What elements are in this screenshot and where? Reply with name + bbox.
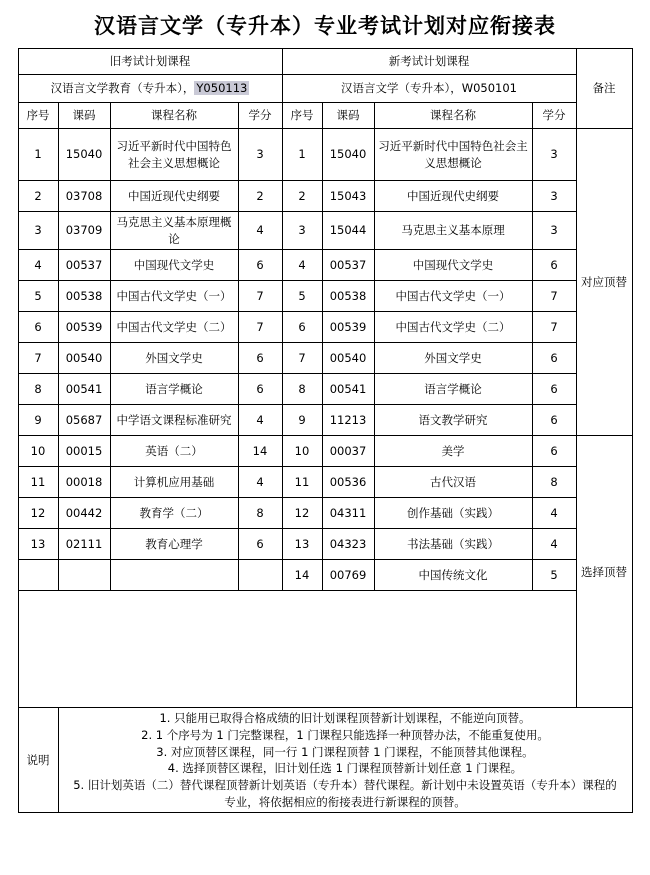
col-header-old-seq: 序号 — [18, 103, 58, 129]
note-line: 2. 1 个序号为 1 门完整课程，1 门课程只能选择一种顶替办法，不能重复使用。 — [141, 728, 549, 743]
new-code: 00538 — [322, 281, 374, 312]
old-name: 英语（二） — [110, 436, 238, 467]
old-seq: 9 — [18, 405, 58, 436]
old-name: 习近平新时代中国特色社会主义思想概论 — [110, 129, 238, 181]
table-row — [18, 181, 632, 212]
old-name: 中国古代文学史（二） — [110, 312, 238, 343]
old-code: 00018 — [58, 467, 110, 498]
table-row — [18, 374, 632, 405]
new-seq: 1 — [282, 129, 322, 181]
new-code: 00540 — [322, 343, 374, 374]
new-credit: 4 — [532, 498, 576, 529]
old-name — [110, 560, 238, 591]
new-credit: 6 — [532, 250, 576, 281]
col-header-old-credit: 学分 — [238, 103, 282, 129]
new-code: 00536 — [322, 467, 374, 498]
new-credit: 6 — [532, 436, 576, 467]
new-credit: 3 — [532, 212, 576, 250]
table-row — [18, 405, 632, 436]
old-seq: 2 — [18, 181, 58, 212]
empty-area — [18, 591, 576, 708]
note-line: 1. 只能用已取得合格成绩的旧计划课程顶替新计划课程，不能逆向顶替。 — [159, 711, 531, 726]
new-plan-group-header: 新考试计划课程 — [282, 49, 576, 75]
new-code: 15040 — [322, 129, 374, 181]
old-plan-group-header: 旧考试计划课程 — [18, 49, 282, 75]
old-credit: 2 — [238, 181, 282, 212]
new-code: 04323 — [322, 529, 374, 560]
new-name: 古代汉语 — [374, 467, 532, 498]
new-code: 15044 — [322, 212, 374, 250]
table-row — [18, 436, 632, 467]
old-plan-name — [18, 75, 282, 103]
new-name: 习近平新时代中国特色社会主义思想概论 — [374, 129, 532, 181]
new-credit: 7 — [532, 281, 576, 312]
note-line: 4. 选择顶替区课程，旧计划任选 1 门课程顶替新计划任意 1 门课程。 — [167, 761, 523, 776]
old-seq: 4 — [18, 250, 58, 281]
new-code: 11213 — [322, 405, 374, 436]
old-seq: 3 — [18, 212, 58, 250]
new-seq: 10 — [282, 436, 322, 467]
new-seq: 9 — [282, 405, 322, 436]
new-seq: 6 — [282, 312, 322, 343]
old-name: 教育学（二） — [110, 498, 238, 529]
old-name: 计算机应用基础 — [110, 467, 238, 498]
new-name: 创作基础（实践） — [374, 498, 532, 529]
col-header-new-seq: 序号 — [282, 103, 322, 129]
old-name: 外国文学史 — [110, 343, 238, 374]
new-credit: 6 — [532, 343, 576, 374]
new-seq: 14 — [282, 560, 322, 591]
new-plan-name: 汉语言文学（专升本），W050101 — [282, 75, 576, 103]
col-header-new-credit: 学分 — [532, 103, 576, 129]
new-name: 中国古代文学史（二） — [374, 312, 532, 343]
old-credit: 3 — [238, 129, 282, 181]
col-header-new-name: 课程名称 — [374, 103, 532, 129]
old-code: 00541 — [58, 374, 110, 405]
old-code: 00442 — [58, 498, 110, 529]
new-seq: 2 — [282, 181, 322, 212]
new-seq: 12 — [282, 498, 322, 529]
old-plan-name-text: 汉语言文学教育（专升本）， — [50, 81, 195, 96]
new-credit: 4 — [532, 529, 576, 560]
new-credit: 6 — [532, 405, 576, 436]
col-header-old-code: 课码 — [58, 103, 110, 129]
new-seq: 7 — [282, 343, 322, 374]
table-row — [18, 312, 632, 343]
old-code: 00539 — [58, 312, 110, 343]
notes-label: 说明 — [18, 708, 58, 813]
new-name: 语文教学研究 — [374, 405, 532, 436]
new-code: 04311 — [322, 498, 374, 529]
page-title: 汉语言文学（专升本）专业考试计划对应衔接表 — [94, 13, 556, 38]
note-line: 5. 旧计划英语（二）替代课程顶替新计划英语（专升本）替代课程。新计划中未设置英语（专升本）课程的 — [73, 778, 617, 793]
old-seq — [18, 560, 58, 591]
new-credit: 3 — [532, 129, 576, 181]
old-credit: 4 — [238, 212, 282, 250]
new-seq: 5 — [282, 281, 322, 312]
old-code — [58, 560, 110, 591]
note-line: 专业，将依据相应的衔接表进行新课程的顶替。 — [224, 794, 466, 809]
new-code: 15043 — [322, 181, 374, 212]
old-name: 中国古代文学史（一） — [110, 281, 238, 312]
table-header-groups — [18, 49, 632, 75]
old-seq: 1 — [18, 129, 58, 181]
new-code: 00539 — [322, 312, 374, 343]
old-name: 教育心理学 — [110, 529, 238, 560]
old-seq: 7 — [18, 343, 58, 374]
new-code: 00537 — [322, 250, 374, 281]
table-header-plans — [18, 75, 632, 103]
new-code: 00037 — [322, 436, 374, 467]
table-row — [18, 250, 632, 281]
new-name: 语言学概论 — [374, 374, 532, 405]
col-header-old-name: 课程名称 — [110, 103, 238, 129]
remark-corresponding: 对应顶替 — [576, 129, 632, 436]
old-credit: 6 — [238, 529, 282, 560]
old-seq: 8 — [18, 374, 58, 405]
old-credit: 6 — [238, 374, 282, 405]
table-row — [18, 560, 632, 591]
old-seq: 11 — [18, 467, 58, 498]
old-seq: 12 — [18, 498, 58, 529]
old-code: 15040 — [58, 129, 110, 181]
old-seq: 13 — [18, 529, 58, 560]
table-row — [18, 343, 632, 374]
new-name: 美学 — [374, 436, 532, 467]
articulation-table — [18, 48, 633, 813]
table-row — [18, 529, 632, 560]
old-credit: 8 — [238, 498, 282, 529]
remark-optional: 选择顶替 — [576, 436, 632, 708]
table-row — [18, 498, 632, 529]
old-code: 00538 — [58, 281, 110, 312]
new-credit: 3 — [532, 181, 576, 212]
new-credit: 7 — [532, 312, 576, 343]
old-code: 03709 — [58, 212, 110, 250]
new-name: 中国现代文学史 — [374, 250, 532, 281]
table-row — [18, 212, 632, 250]
remark-column-header: 备注 — [576, 49, 632, 129]
old-credit: 4 — [238, 467, 282, 498]
new-name: 外国文学史 — [374, 343, 532, 374]
new-code: 00769 — [322, 560, 374, 591]
old-credit — [238, 560, 282, 591]
old-name: 中学语文课程标准研究 — [110, 405, 238, 436]
old-credit: 14 — [238, 436, 282, 467]
old-seq: 6 — [18, 312, 58, 343]
new-name: 中国传统文化 — [374, 560, 532, 591]
table-header-columns — [18, 103, 632, 129]
new-seq: 11 — [282, 467, 322, 498]
table-row — [18, 129, 632, 181]
table-row — [18, 281, 632, 312]
new-credit: 6 — [532, 374, 576, 405]
old-name: 马克思主义基本原理概论 — [110, 212, 238, 250]
new-credit: 5 — [532, 560, 576, 591]
old-seq: 5 — [18, 281, 58, 312]
old-credit: 6 — [238, 343, 282, 374]
new-name: 中国近现代史纲要 — [374, 181, 532, 212]
old-name: 中国近现代史纲要 — [110, 181, 238, 212]
old-seq: 10 — [18, 436, 58, 467]
new-seq: 8 — [282, 374, 322, 405]
old-name: 语言学概论 — [110, 374, 238, 405]
new-name: 中国古代文学史（一） — [374, 281, 532, 312]
note-line: 3. 对应顶替区课程，同一行 1 门课程顶替 1 门课程，不能顶替其他课程。 — [156, 744, 534, 759]
new-seq: 13 — [282, 529, 322, 560]
old-credit: 7 — [238, 312, 282, 343]
table-empty-filler-row — [18, 591, 632, 708]
old-code: 02111 — [58, 529, 110, 560]
col-header-new-code: 课码 — [322, 103, 374, 129]
new-seq: 4 — [282, 250, 322, 281]
old-name: 中国现代文学史 — [110, 250, 238, 281]
old-credit: 4 — [238, 405, 282, 436]
notes-row — [18, 708, 632, 813]
new-credit: 8 — [532, 467, 576, 498]
new-name: 书法基础（实践） — [374, 529, 532, 560]
old-code: 05687 — [58, 405, 110, 436]
old-plan-code: Y050113 — [196, 81, 248, 96]
old-credit: 6 — [238, 250, 282, 281]
old-code: 00015 — [58, 436, 110, 467]
new-name: 马克思主义基本原理 — [374, 212, 532, 250]
notes-body — [58, 708, 632, 813]
new-seq: 3 — [282, 212, 322, 250]
old-credit: 7 — [238, 281, 282, 312]
old-code: 00540 — [58, 343, 110, 374]
new-code: 00541 — [322, 374, 374, 405]
old-code: 00537 — [58, 250, 110, 281]
old-code: 03708 — [58, 181, 110, 212]
table-row — [18, 467, 632, 498]
